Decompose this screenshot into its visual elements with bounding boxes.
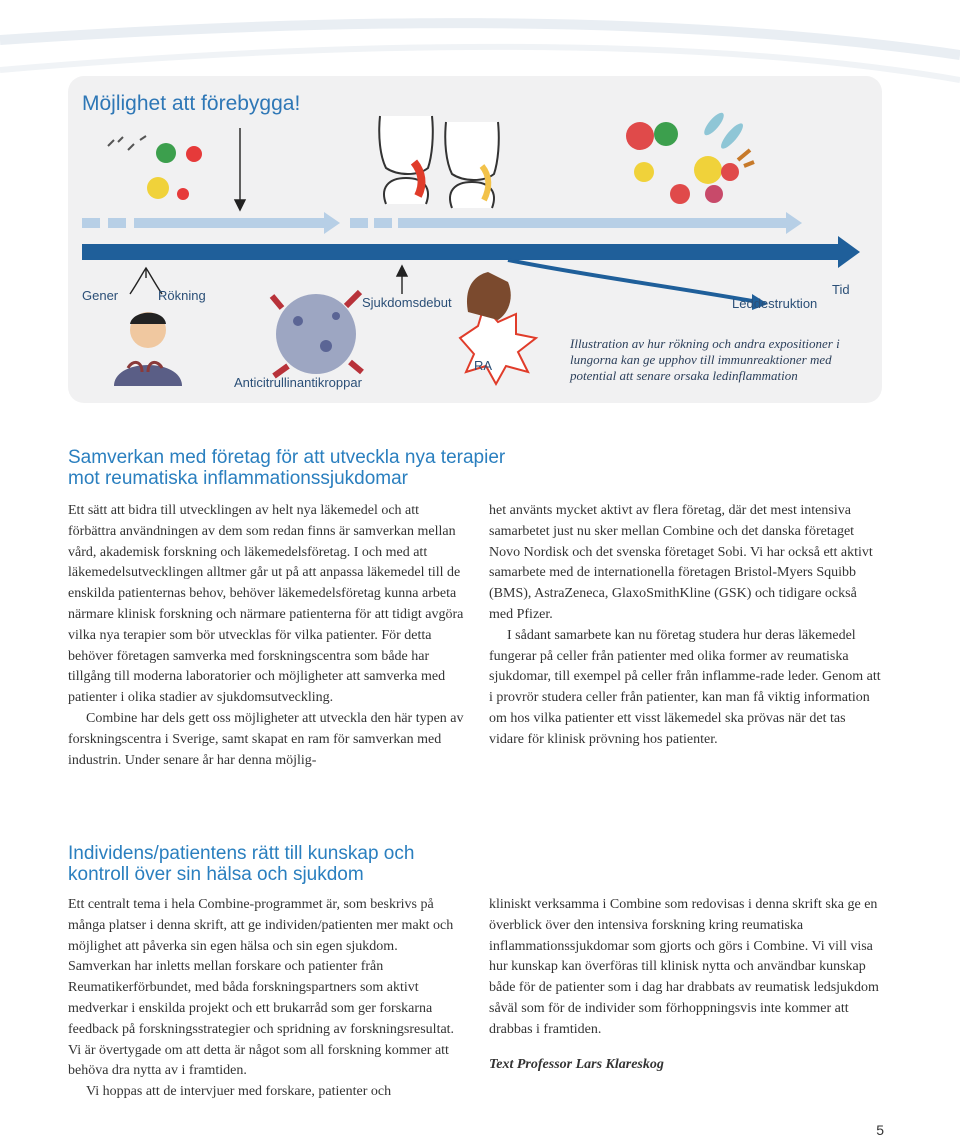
section1-heading [68,447,505,489]
section1-right-paragraph2: I sådant samarbete kan nu företag studera hur deras läkemedel fungerar på celler från patienter med olika former av reumatiska sjukdomar, till exempel på celler från inflamme-rade leder. Genom att i provrör studera celler från patienter, kan man få viktig information om hos vilka patienter ett visst läkemedel ska prövas när det tas vidare för klinisk prövning hos patienter. [489,627,881,747]
antibody-cell-illustration [272,292,362,376]
figure-caption: Illustration av hur rökning och andra expositioner i lungorna kan ge upphov till immunreaktioner med potential att senare orsaka ledinflammation [570,336,840,383]
section2-right-column [489,895,883,1075]
figure-title: Möjlighet att förebygga! [82,92,301,115]
section2-heading-line2: kontroll över sin hälsa och sjukdom [68,864,364,885]
cell-destruction-illustration [626,110,754,204]
author-signature: Text Professor Lars Klareskog [489,1056,664,1072]
label-ra: RA [474,358,493,373]
section1-left-paragraph1: Ett sätt att bidra till utvecklingen av helt nya läkemedel och att förbättra användningen av dem som redan finns är samverkan mellan vård, akademisk forskning och läkemedelsföretag. I och med att läkemedelsutvecklingen alltmer går ut på att anpassa läkemedel till de enskilda patienternas behov, behöver läkemedelsföretag kunna arbeta närmare klinisk forskning och närmare patienterna för att tidigt avgöra vilka nya terapier som bör utvecklas för vilka patienter. För detta behöver företagen samverka med forskningscentra som både har tillgång till moderna laboratorier och möjligheter att samverka med patienter i olika stadier av sjukdomsutveckling. [68,503,464,706]
section1-heading-line1: Samverkan med företag för att utveckla nya terapier [68,447,506,468]
section2-left-column [68,895,464,1103]
section1-right-column [489,501,883,751]
label-sjukdomsdebut: Sjukdomsdebut [362,295,452,310]
label-rokning: Rökning [158,288,206,303]
section1-heading-line2: mot reumatiska inflammationssjukdomar [68,468,409,489]
page-number: 5 [876,1122,884,1138]
section2-heading-line1: Individens/patientens rätt till kunskap och [68,843,415,864]
label-leddestruktion: Leddestruktion [732,296,818,311]
upper-dashed-arrow [82,212,802,234]
section2-left-paragraph2: Vi hoppas att de intervjuer med forskare, patienter och [86,1084,392,1100]
label-anticitrullinantikroppar: Anticitrullinantikroppar [234,375,362,390]
immune-cells-illustration [108,136,202,200]
section1-right-paragraph1: het använts mycket aktivt av flera företag, där det mest intensiva samarbetet just nu sker mellan Combine och det danska företaget Novo Nordisk och det svenska företaget Sobi. Vi har också ett aktivt samarbete med de internationella företagen Bristol-Myers Squibb (BMS), AstraZeneca, GlaxoSmithKline (GSK) och tidigare också med Pfizer. [489,503,873,622]
section2-heading [68,843,414,885]
sjukdomsdebut-arrow [397,266,407,294]
section1-left-paragraph2: Combine har dels gett oss möjligheter att utveckla den här typen av forskningscentra i Sverige, samt skapat en ram för samverkan med industrin. Under senare år har denna möjlig- [68,710,464,768]
knee-joint-illustration [379,116,499,208]
label-gener: Gener [82,288,119,303]
section1-left-column [68,501,464,771]
section2-left-paragraph1: Ett centralt tema i hela Combine-programmet är, som beskrivs på många platser i denna skrift, att ge individen/patienten mer makt och möjlighet att påverka sin egen hälsa och sin egen sjukdom. Samverkan har inletts mellan forskare och patienter från Reumatikerförbundet, med båda forskningspartners som aktivt medverkar i enskilda projekt och ett brukarråd som ger forskarna feedback på forskningsstrategier och spridning av forskningsresultat. Vi är övertygade om att detta är något som all forskning kommer att behöva dra nytta av i framtiden. [68,897,455,1079]
label-tid: Tid [832,282,850,297]
smoker-illustration [114,312,182,386]
down-arrow [235,128,245,210]
section2-right-paragraph1: kliniskt verksamma i Combine som redovisas i denna skrift ska ge en överblick över den intensiva forskning kring reumatiska inflammationssjukdomar som gjorts och görs i Combine. Vi vill visa hur kunskap kan överföras till klinisk nytta och användbar kunskap både för de patienter som i dag har drabbats av reumatisk ledsjukdom såväl som för de individer som förhoppningsvis inte kommer att drabbas i framtiden. [489,897,879,1037]
ra-hand-illustration [460,272,536,384]
